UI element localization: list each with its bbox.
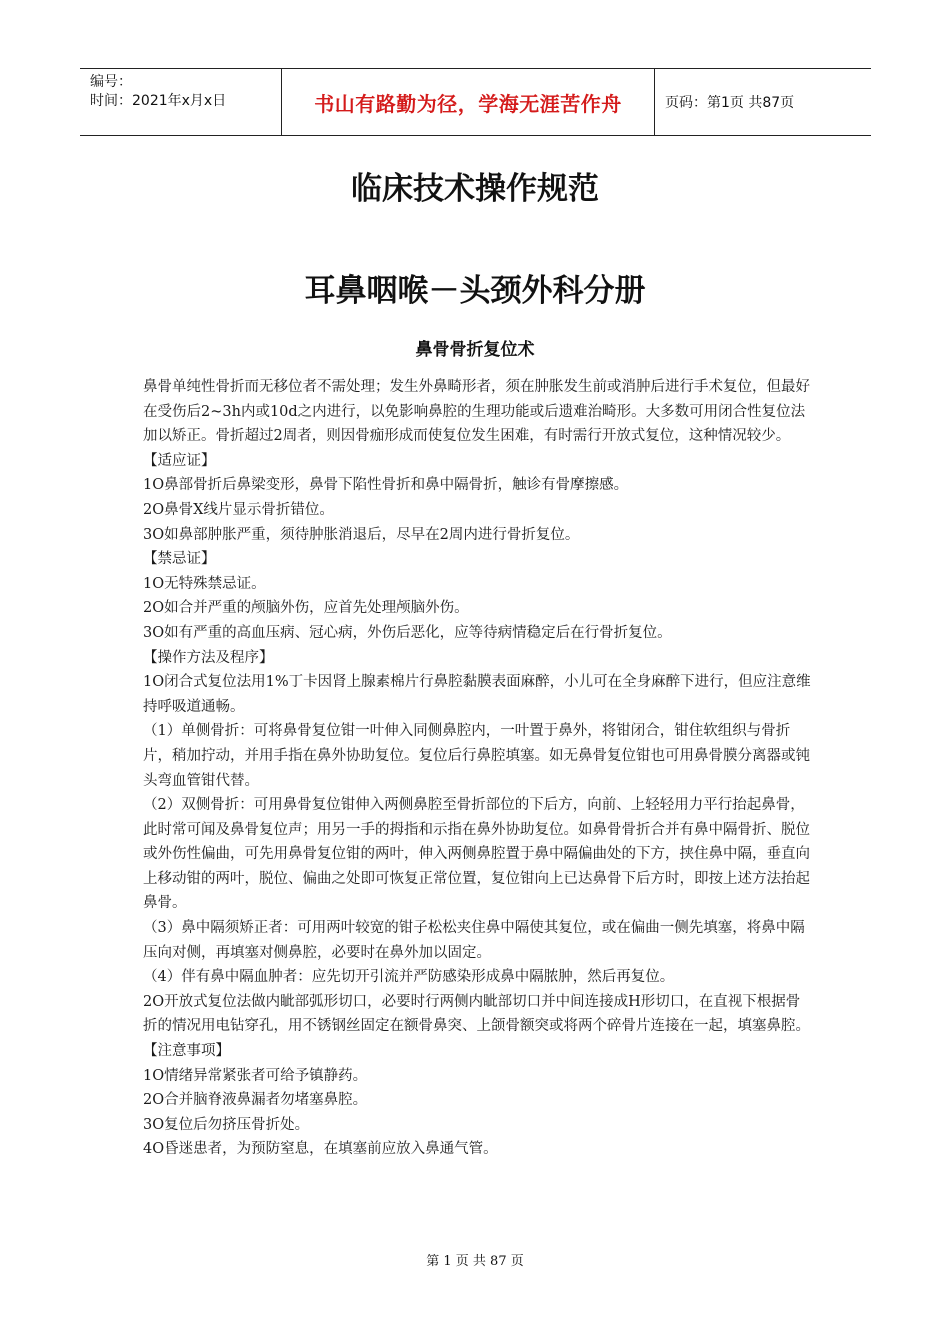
header-meta xyxy=(80,69,281,135)
paragraph: （1）单侧骨折：可将鼻骨复位钳一叶伸入同侧鼻腔内，一叶置于鼻外，将钳闭合，钳住软组织与骨折片，稍加拧动，并用手指在鼻外协助复位。复位后行鼻腔填塞。如无鼻骨复位钳也可用鼻骨膜分离器或钝头弯血管钳代替。 xyxy=(143,723,810,789)
section-title: 鼻骨骨折复位术 xyxy=(415,340,535,360)
document-subtitle: 耳鼻咽喉－头颈外科分册 xyxy=(304,273,646,309)
header-page-label: 页码：第1页 共87页 xyxy=(665,95,795,111)
paragraph: 2O开放式复位法做内眦部弧形切口，必要时行两侧内眦部切口并中间连接成H形切口，在直视下根据骨折的情况用电钻穿孔，用不锈钢丝固定在额骨鼻突、上颌骨额突或将两个碎骨片连接在一起，填塞鼻腔。 xyxy=(143,993,810,1035)
paragraph: 1O情绪异常紧张者可给予镇静药。 xyxy=(143,1067,368,1084)
heading-contraindications: 【禁忌证】 xyxy=(143,551,216,568)
paragraph: 3O如有严重的高血压病、冠心病，外伤后恶化，应等待病情稳定后在行骨折复位。 xyxy=(143,624,672,641)
header-date-label: 时间：2021年x月x日 xyxy=(90,93,227,109)
body-text xyxy=(143,375,811,1162)
paragraph: 1O闭合式复位法用1%丁卡因肾上腺素棉片行鼻腔黏膜表面麻醉，小儿可在全身麻醉下进行，但应注意维持呼吸道通畅。 xyxy=(143,674,811,715)
paragraph: （3）鼻中隔须矫正者：可用两叶较宽的钳子松松夹住鼻中隔使其复位，或在偏曲一侧先填塞，将鼻中隔压向对侧，再填塞对侧鼻腔，必要时在鼻外加以固定。 xyxy=(143,920,805,961)
paragraph: （4）伴有鼻中隔血肿者：应先切开引流并严防感染形成鼻中隔脓肿，然后再复位。 xyxy=(143,969,675,986)
paragraph: 鼻骨单纯性骨折而无移位者不需处理；发生外鼻畸形者，须在肿胀发生前或消肿后进行手术复位，但最好在受伤后2~3h内或10d之内进行，以免影响鼻腔的生理功能或后遗难治畸形。大多数可用闭合性复位法加以矫正。骨折超过2周者，则因骨痂形成而使复位发生困难，有时需行开放式复位，这种情况较少。 xyxy=(143,379,810,445)
paragraph: 3O如鼻部肿胀严重，须待肿胀消退后，尽早在2周内进行骨折复位。 xyxy=(143,526,580,543)
paragraph: 2O合并脑脊液鼻漏者勿堵塞鼻腔。 xyxy=(143,1092,368,1109)
paragraph: 2O如合并严重的颅脑外伤，应首先处理颅脑外伤。 xyxy=(143,600,469,617)
paragraph: 1O无特殊禁忌证。 xyxy=(143,575,266,592)
paragraph: （2）双侧骨折：可用鼻骨复位钳伸入两侧鼻腔至骨折部位的下后方，向前、上轻轻用力平行抬起鼻骨，此时常可闻及鼻骨复位声；用另一手的拇指和示指在鼻外协助复位。如鼻骨骨折合并有鼻中隔骨折、脱位或外伤性偏曲，可先用鼻骨复位钳的两叶，伸入两侧鼻腔置于鼻中隔偏曲处的下方，挟住鼻中隔，垂直向上移动钳的两叶，脱位、偏曲之处即可恢复正常位置，复位钳向上已达鼻骨下后方时，即按上述方法抬起鼻骨。 xyxy=(143,797,810,912)
paragraph: 3O复位后勿挤压骨折处。 xyxy=(143,1116,310,1133)
header-motto: 书山有路勤为径，学海无涯苦作舟 xyxy=(281,69,655,135)
heading-notes: 【注意事项】 xyxy=(143,1043,230,1060)
heading-indications: 【适应证】 xyxy=(143,452,216,469)
document-title: 临床技术操作规范 xyxy=(351,171,599,207)
paragraph: 2O鼻骨X线片显示骨折错位。 xyxy=(143,501,334,518)
header-number-label: 编号： xyxy=(90,74,132,90)
header-table xyxy=(80,68,871,136)
heading-procedure: 【操作方法及程序】 xyxy=(143,649,274,666)
paragraph: 1O鼻部骨折后鼻梁变形，鼻骨下陷性骨折和鼻中隔骨折，触诊有骨摩擦感。 xyxy=(143,477,629,494)
paragraph: 4O昏迷患者，为预防窒息，在填塞前应放入鼻通气管。 xyxy=(143,1141,498,1158)
page-footer: 第 1 页 共 87 页 xyxy=(426,1254,524,1269)
